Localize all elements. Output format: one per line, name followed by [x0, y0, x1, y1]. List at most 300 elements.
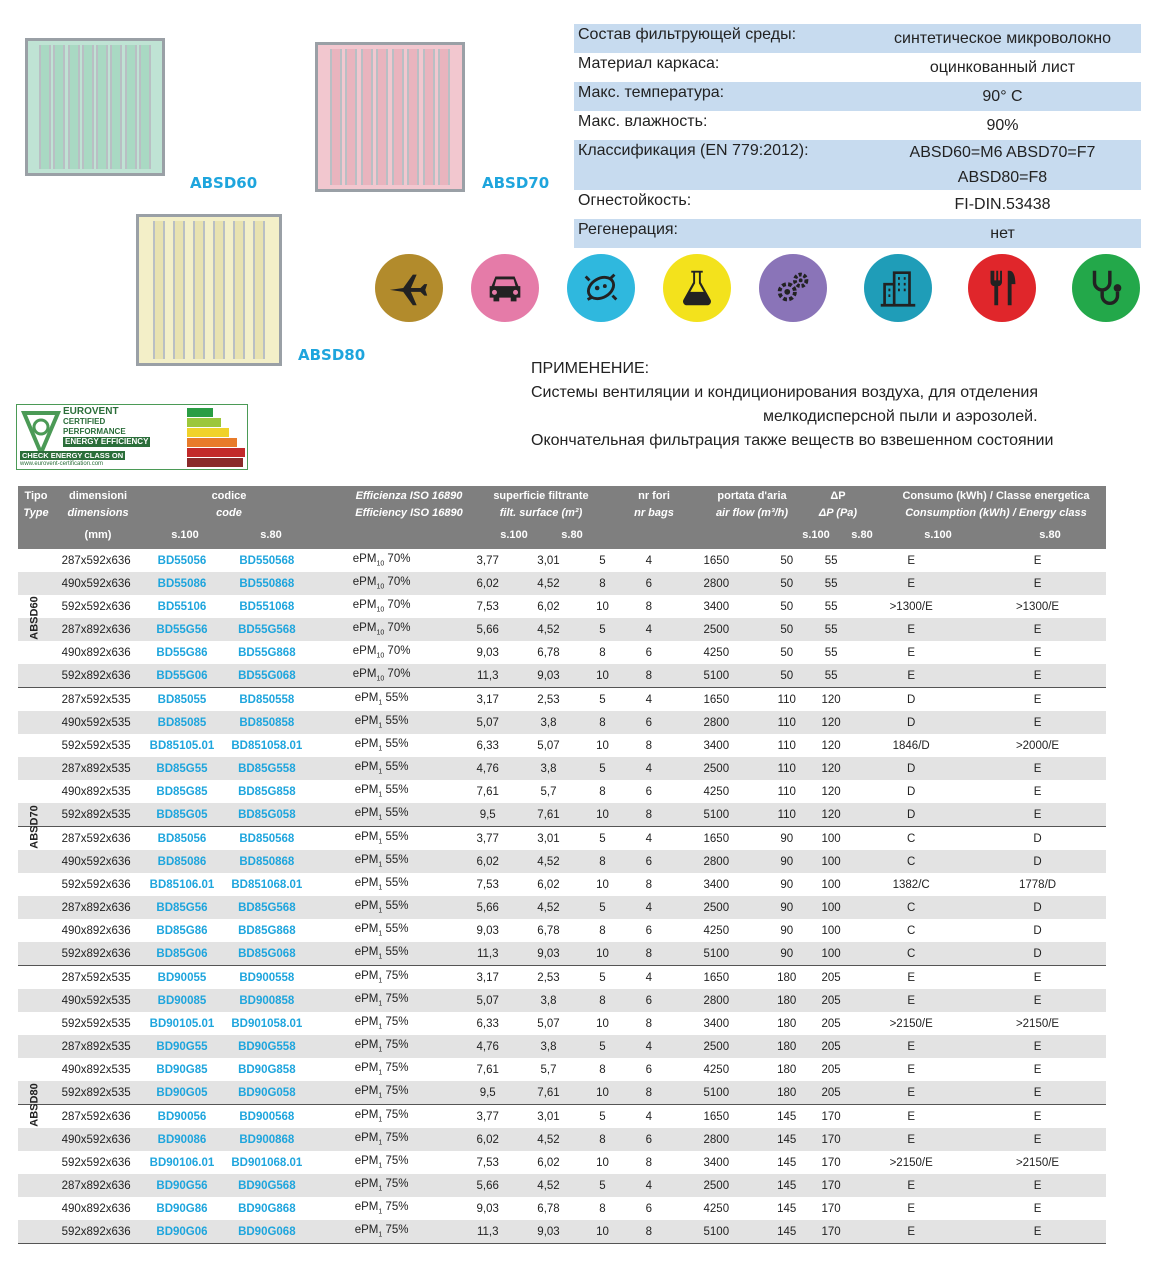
energy-s80-cell: E	[1033, 577, 1042, 590]
table-row	[18, 1081, 1106, 1104]
dimension-cell: 592x592x535	[61, 739, 131, 752]
energy-s100-cell: >1300/E	[889, 600, 933, 613]
code-s100-cell: BD90G86	[156, 1202, 208, 1215]
surface-s80-cell: 6,02	[537, 878, 560, 891]
table-row	[18, 572, 1106, 595]
surface-s100-cell: 5,66	[476, 1179, 499, 1192]
dp-s100-cell: 145	[777, 1133, 797, 1146]
energy-s80-cell: E	[1033, 808, 1042, 821]
energy-s100-cell: E	[907, 623, 915, 636]
group-label-text: ABSD60	[29, 596, 41, 640]
surface-s80-cell: 6,78	[537, 646, 560, 659]
group-label	[18, 966, 52, 1243]
table-group-absd80	[18, 965, 1106, 1243]
filter-bag	[53, 45, 65, 169]
airflow-cell: 5100	[703, 1225, 730, 1238]
dimension-cell: 287x592x636	[61, 832, 131, 845]
spec-value: FI-DIN.53438	[954, 196, 1051, 213]
surface-s100-cell: 7,61	[476, 785, 499, 798]
efficiency-display: ePM$_1$ 55%	[354, 923, 409, 938]
group-label	[18, 549, 52, 687]
surface-s80-cell: 4,52	[537, 623, 560, 636]
filter-bag	[82, 45, 94, 169]
header-cell	[702, 488, 802, 522]
header-cell	[886, 488, 1106, 522]
bags-s80-cell: 6	[645, 785, 652, 798]
bags-s80-cell: 8	[645, 669, 652, 682]
energy-s100-cell: D	[907, 762, 916, 775]
dp-s100-cell: 110	[777, 693, 796, 706]
filter-bag	[330, 49, 342, 185]
filter-bag	[392, 49, 404, 185]
dp-s80-cell: 120	[821, 693, 841, 706]
surface-s100-cell: 3,77	[476, 832, 499, 845]
table-row	[18, 757, 1106, 780]
bags-s80-cell: 6	[645, 577, 652, 590]
table-row	[18, 1151, 1106, 1174]
energy-s80-cell: E	[1033, 669, 1042, 682]
buildings-icon	[864, 254, 932, 322]
code-s100-cell: BD55G56	[156, 623, 208, 636]
energy-s100-cell: 1846/D	[892, 739, 930, 752]
spec-value: синтетическое микроволокно	[894, 30, 1111, 47]
efficiency-display: ePM$_1$ 75%	[354, 1109, 409, 1124]
energy-bar	[187, 428, 229, 437]
efficiency-cell	[309, 1109, 454, 1123]
bags-s80-cell: 8	[645, 1156, 652, 1169]
header-text: Efficiency ISO 16890	[355, 507, 463, 519]
table-end-line	[18, 1243, 1106, 1244]
dp-s80-cell: 100	[821, 855, 841, 868]
efficiency-display: ePM$_1$ 55%	[354, 946, 409, 961]
group-label-text: ABSD70	[29, 804, 41, 849]
filter-bag	[407, 49, 419, 185]
code-s80-cell: BD850868	[239, 855, 295, 868]
dp-s100-cell: 50	[780, 554, 794, 567]
spec-key: Классификация (EN 779:2012):	[578, 142, 809, 159]
dp-s80-cell: 170	[821, 1110, 841, 1123]
energy-s100-cell: E	[907, 1110, 915, 1123]
surface-s100-cell: 11,3	[476, 947, 499, 960]
efficiency-display: ePM$_1$ 75%	[354, 1178, 409, 1193]
filter-bag	[213, 221, 225, 359]
bags-s80-cell: 6	[645, 1133, 652, 1146]
surface-s100-cell: 9,5	[479, 1086, 496, 1099]
filter-bag	[233, 221, 245, 359]
airflow-cell: 5100	[703, 669, 730, 682]
header-text: superficie filtrante	[493, 490, 589, 502]
dimension-cell: 490x892x535	[61, 785, 131, 798]
header-text: s.80	[1039, 529, 1061, 541]
bags-s100-cell: 10	[596, 739, 609, 752]
header-text: ΔP	[830, 490, 846, 502]
dimension-cell: 592x892x636	[61, 947, 131, 960]
code-s100-cell: BD85106.01	[149, 878, 215, 891]
efficiency-cell	[309, 715, 454, 729]
table-row	[18, 1197, 1106, 1220]
code-s100-cell: BD55086	[157, 577, 207, 590]
airflow-cell: 3400	[703, 600, 730, 613]
table-row	[18, 896, 1106, 919]
table-row	[18, 549, 1106, 572]
group-label	[18, 688, 52, 965]
spec-row	[574, 219, 1141, 248]
application-title: ПРИМЕНЕНИЕ:	[531, 360, 650, 377]
table-group-absd60	[18, 549, 1106, 687]
bags-s80-cell: 6	[645, 1202, 652, 1215]
bags-s80-cell: 4	[645, 623, 652, 636]
header-text: Type	[23, 507, 49, 519]
code-s100-cell: BD85G05	[156, 808, 208, 821]
efficiency-display: ePM$_{10}$ 70%	[352, 576, 411, 591]
header-cell	[482, 488, 600, 522]
header-cell	[58, 488, 138, 522]
energy-s80-cell: >1300/E	[1015, 600, 1060, 613]
surface-s100-cell: 9,03	[476, 924, 499, 937]
airflow-cell: 3400	[703, 1156, 730, 1169]
efficiency-display: ePM$_{10}$ 70%	[352, 599, 411, 614]
bags-s100-cell: 5	[599, 971, 606, 984]
bags-s100-cell: 5	[599, 832, 606, 845]
surface-s80-cell: 3,8	[540, 762, 557, 775]
table-row	[18, 919, 1106, 942]
airflow-cell: 2800	[703, 855, 730, 868]
table-row	[18, 1058, 1106, 1081]
energy-s80-cell: E	[1033, 623, 1042, 636]
surface-s80-cell: 7,61	[537, 1086, 560, 1099]
surface-s80-cell: 6,78	[537, 924, 560, 937]
code-s80-cell: BD851058.01	[231, 739, 303, 752]
dp-s100-cell: 90	[780, 878, 794, 891]
efficiency-display: ePM$_1$ 75%	[354, 1155, 409, 1170]
bags-s100-cell: 10	[596, 1086, 609, 1099]
surface-s100-cell: 5,07	[476, 994, 499, 1007]
code-s80-cell: BD850858	[239, 716, 295, 729]
airflow-cell: 2800	[703, 716, 730, 729]
bags-s80-cell: 4	[645, 1110, 652, 1123]
header-text: s.80	[851, 529, 873, 541]
bags-s80-cell: 6	[645, 716, 652, 729]
header-cell	[798, 488, 878, 522]
spec-row	[574, 82, 1141, 111]
energy-s80-cell: D	[1033, 947, 1042, 960]
dp-s100-cell: 145	[777, 1156, 797, 1169]
application-line: Системы вентиляции и кондиционирования воздуха, для отделения	[531, 384, 1038, 401]
surface-s80-cell: 5,7	[540, 1063, 557, 1076]
efficiency-cell	[309, 668, 454, 682]
bags-s80-cell: 4	[645, 1179, 652, 1192]
surface-s80-cell: 3,01	[537, 554, 560, 567]
bags-s80-cell: 8	[645, 739, 652, 752]
dimension-cell: 490x592x636	[61, 855, 131, 868]
spec-value: 90%	[986, 117, 1019, 134]
energy-s100-cell: >2150/E	[889, 1017, 933, 1030]
spec-row	[574, 111, 1141, 140]
efficiency-display: ePM$_{10}$ 70%	[352, 622, 411, 637]
header-cell	[58, 527, 138, 544]
energy-s80-cell: >2150/E	[1015, 1017, 1060, 1030]
filter-bag	[68, 45, 80, 169]
dp-s100-cell: 145	[777, 1225, 797, 1238]
efficiency-display: ePM$_1$ 75%	[354, 1062, 409, 1077]
surface-s100-cell: 9,03	[476, 1202, 499, 1215]
dp-s80-cell: 170	[821, 1133, 841, 1146]
energy-s80-cell: E	[1033, 1202, 1042, 1215]
efficiency-display: ePM$_1$ 55%	[354, 807, 409, 822]
energy-bar	[187, 458, 243, 467]
airflow-cell: 3400	[703, 739, 730, 752]
spec-value: 90° C	[982, 88, 1023, 105]
spec-key: Макс. температура:	[578, 84, 725, 101]
code-s80-cell: BD901058.01	[231, 1017, 303, 1030]
header-cell	[614, 488, 694, 522]
efficiency-display: ePM$_{10}$ 70%	[352, 668, 411, 683]
header-cell	[334, 488, 484, 522]
code-s80-cell: BD551068	[239, 600, 295, 613]
header-text: code	[216, 507, 242, 519]
spec-value: ABSD60=M6 ABSD70=F7 ABSD80=F8	[909, 144, 1096, 186]
efficiency-cell	[309, 854, 454, 868]
code-s80-cell: BD851068.01	[231, 878, 303, 891]
surface-s80-cell: 3,01	[537, 1110, 560, 1123]
efficiency-cell	[309, 923, 454, 937]
filter-bag	[173, 221, 185, 359]
dimension-cell: 592x892x535	[61, 808, 131, 821]
header-text: dimensioni	[68, 490, 128, 502]
surface-s80-cell: 3,01	[537, 832, 560, 845]
efficiency-display: ePM$_1$ 55%	[354, 784, 409, 799]
surface-s100-cell: 7,53	[476, 878, 499, 891]
dp-s80-cell: 205	[821, 1063, 841, 1076]
surface-s80-cell: 6,02	[537, 1156, 560, 1169]
energy-s100-cell: E	[907, 1202, 915, 1215]
efficiency-cell	[309, 1039, 454, 1053]
dimension-cell: 287x592x535	[61, 693, 131, 706]
product-label: ABSD60	[190, 174, 258, 192]
energy-s100-cell: D	[907, 693, 916, 706]
dimension-cell: 287x892x636	[61, 901, 131, 914]
dp-s80-cell: 100	[821, 924, 841, 937]
bags-s80-cell: 8	[645, 1017, 652, 1030]
group-label-text: ABSD80	[29, 1082, 41, 1127]
table-row	[18, 989, 1106, 1012]
efficiency-cell	[309, 761, 454, 775]
bags-s100-cell: 5	[599, 1040, 606, 1053]
table-row	[18, 1220, 1106, 1243]
bags-s80-cell: 8	[645, 947, 652, 960]
header-text: (mm)	[84, 529, 112, 541]
code-s80-cell: BD550568	[239, 554, 295, 567]
table-row	[18, 641, 1106, 664]
energy-s80-cell: E	[1033, 762, 1042, 775]
airplane-icon	[375, 254, 443, 322]
application-line: мелкодисперсной пыли и аэрозолей.	[763, 408, 1038, 425]
table-row	[18, 1174, 1106, 1197]
dimension-cell: 490x892x636	[61, 1202, 131, 1215]
dp-s80-cell: 120	[821, 808, 841, 821]
efficiency-display: ePM$_1$ 75%	[354, 1085, 409, 1100]
surface-s100-cell: 4,76	[476, 762, 499, 775]
airflow-cell: 5100	[703, 808, 730, 821]
code-s80-cell: BD900868	[239, 1133, 295, 1146]
energy-class-bars	[187, 408, 245, 468]
header-text: Tipo	[24, 490, 48, 502]
surface-s80-cell: 9,03	[537, 669, 560, 682]
bags-s100-cell: 5	[599, 901, 606, 914]
header-text: filt. surface (m²)	[499, 507, 583, 519]
surface-s100-cell: 11,3	[476, 669, 499, 682]
filter-bag	[39, 45, 51, 169]
surface-s100-cell: 5,07	[476, 716, 499, 729]
filter-bag	[139, 45, 151, 169]
airflow-cell: 1650	[703, 832, 730, 845]
efficiency-display: ePM$_1$ 55%	[354, 692, 409, 707]
dimension-cell: 592x592x535	[61, 1017, 131, 1030]
bags-s100-cell: 10	[596, 808, 609, 821]
airflow-cell: 3400	[703, 878, 730, 891]
bags-s100-cell: 8	[599, 646, 606, 659]
code-s100-cell: BD85105.01	[149, 739, 215, 752]
bags-s100-cell: 5	[599, 1179, 606, 1192]
code-s100-cell: BD90105.01	[149, 1017, 215, 1030]
energy-bar	[187, 438, 237, 447]
surface-s80-cell: 4,52	[537, 1179, 560, 1192]
airflow-cell: 1650	[703, 971, 730, 984]
bags-s100-cell: 10	[596, 1017, 609, 1030]
efficiency-cell	[309, 1201, 454, 1215]
energy-s100-cell: C	[907, 832, 916, 845]
energy-s100-cell: E	[907, 971, 915, 984]
airflow-cell: 2800	[703, 1133, 730, 1146]
bags-s100-cell: 10	[596, 1225, 609, 1238]
energy-bar	[187, 418, 221, 427]
filter-frame	[136, 214, 282, 366]
dp-s100-cell: 110	[777, 808, 796, 821]
surface-s100-cell: 9,03	[476, 646, 499, 659]
airflow-cell: 1650	[703, 693, 730, 706]
table-row	[18, 780, 1106, 803]
dp-s80-cell: 55	[824, 669, 838, 682]
dp-s80-cell: 205	[821, 1086, 841, 1099]
dimension-cell: 592x892x535	[61, 1086, 131, 1099]
dimension-cell: 287x592x636	[61, 554, 131, 567]
header-text: codice	[211, 490, 247, 502]
efficiency-display: ePM$_{10}$ 70%	[352, 553, 411, 568]
surface-s80-cell: 4,52	[537, 577, 560, 590]
bags-s100-cell: 5	[599, 1110, 606, 1123]
header-text: s.80	[561, 529, 583, 541]
energy-s80-cell: E	[1033, 716, 1042, 729]
header-text: Efficienza ISO 16890	[355, 490, 463, 502]
code-s100-cell: BD55056	[157, 554, 207, 567]
filter-bag	[193, 221, 205, 359]
filter-bag	[96, 45, 108, 169]
airflow-cell: 1650	[703, 554, 730, 567]
dp-s100-cell: 50	[780, 646, 794, 659]
spec-key: Макс. влажность:	[578, 113, 708, 130]
bags-s100-cell: 8	[599, 994, 606, 1007]
code-s100-cell: BD85G56	[156, 901, 208, 914]
dimension-cell: 287x592x535	[61, 971, 131, 984]
surface-s100-cell: 3,77	[476, 554, 499, 567]
header-text: s.80	[260, 529, 282, 541]
code-s80-cell: BD55G068	[238, 669, 296, 682]
efficiency-cell	[309, 738, 454, 752]
efficiency-cell	[309, 1062, 454, 1076]
bags-s100-cell: 5	[599, 554, 606, 567]
bags-s80-cell: 8	[645, 600, 652, 613]
dp-s100-cell: 110	[777, 785, 796, 798]
bags-s100-cell: 5	[599, 762, 606, 775]
dimension-cell: 287x892x636	[61, 1179, 131, 1192]
spec-row	[574, 24, 1141, 53]
filter-bag	[345, 49, 357, 185]
dp-s100-cell: 145	[777, 1202, 797, 1215]
code-s100-cell: BD90G05	[156, 1086, 208, 1099]
energy-s80-cell: E	[1033, 971, 1042, 984]
code-s100-cell: BD90G85	[156, 1063, 208, 1076]
surface-s80-cell: 3,8	[540, 994, 557, 1007]
header-text: Consumption (kWh) / Energy class	[905, 507, 1087, 519]
efficiency-display: ePM$_1$ 55%	[354, 854, 409, 869]
code-s100-cell: BD90055	[157, 971, 207, 984]
efficiency-display: ePM$_1$ 55%	[354, 761, 409, 776]
energy-s100-cell: E	[907, 1225, 915, 1238]
filter-bag	[125, 45, 137, 169]
product-label: ABSD80	[298, 346, 366, 364]
table-row	[18, 850, 1106, 873]
dp-s100-cell: 50	[780, 669, 794, 682]
code-s100-cell: BD85056	[157, 832, 207, 845]
surface-s100-cell: 6,02	[476, 1133, 499, 1146]
table-row	[18, 595, 1106, 618]
dp-s100-cell: 180	[777, 1040, 797, 1053]
code-s80-cell: BD85G058	[238, 808, 296, 821]
efficiency-cell	[309, 946, 454, 960]
airflow-cell: 2500	[703, 901, 730, 914]
efficiency-display: ePM$_1$ 55%	[354, 877, 409, 892]
surface-s100-cell: 6,33	[476, 1017, 499, 1030]
table-row	[18, 664, 1106, 687]
energy-s80-cell: E	[1033, 994, 1042, 1007]
table-row	[18, 966, 1106, 989]
gears-icon	[759, 254, 827, 322]
dp-s80-cell: 205	[821, 994, 841, 1007]
microbe-icon	[567, 254, 635, 322]
code-s100-cell: BD90G55	[156, 1040, 208, 1053]
energy-s80-cell: D	[1033, 901, 1042, 914]
filter-bag	[438, 49, 450, 185]
header-text: s.100	[802, 529, 830, 541]
efficiency-display: ePM$_1$ 75%	[354, 1201, 409, 1216]
airflow-cell: 3400	[703, 1017, 730, 1030]
dp-s80-cell: 120	[821, 785, 841, 798]
bags-s80-cell: 4	[645, 554, 652, 567]
header-text: ΔP (Pa)	[818, 507, 858, 519]
eurovent-line: ENERGY EFFICIENCY	[65, 437, 149, 446]
dimension-cell: 287x592x636	[61, 1110, 131, 1123]
table-row	[18, 734, 1106, 757]
dp-s80-cell: 205	[821, 971, 841, 984]
bags-s100-cell: 10	[596, 669, 609, 682]
efficiency-cell	[309, 622, 454, 636]
header-cell	[796, 527, 836, 544]
code-s80-cell: BD901068.01	[231, 1156, 303, 1169]
code-s100-cell: BD55G06	[156, 669, 208, 682]
efficiency-display: ePM$_1$ 75%	[354, 1016, 409, 1031]
code-s100-cell: BD85G55	[156, 762, 208, 775]
dp-s100-cell: 145	[777, 1110, 797, 1123]
